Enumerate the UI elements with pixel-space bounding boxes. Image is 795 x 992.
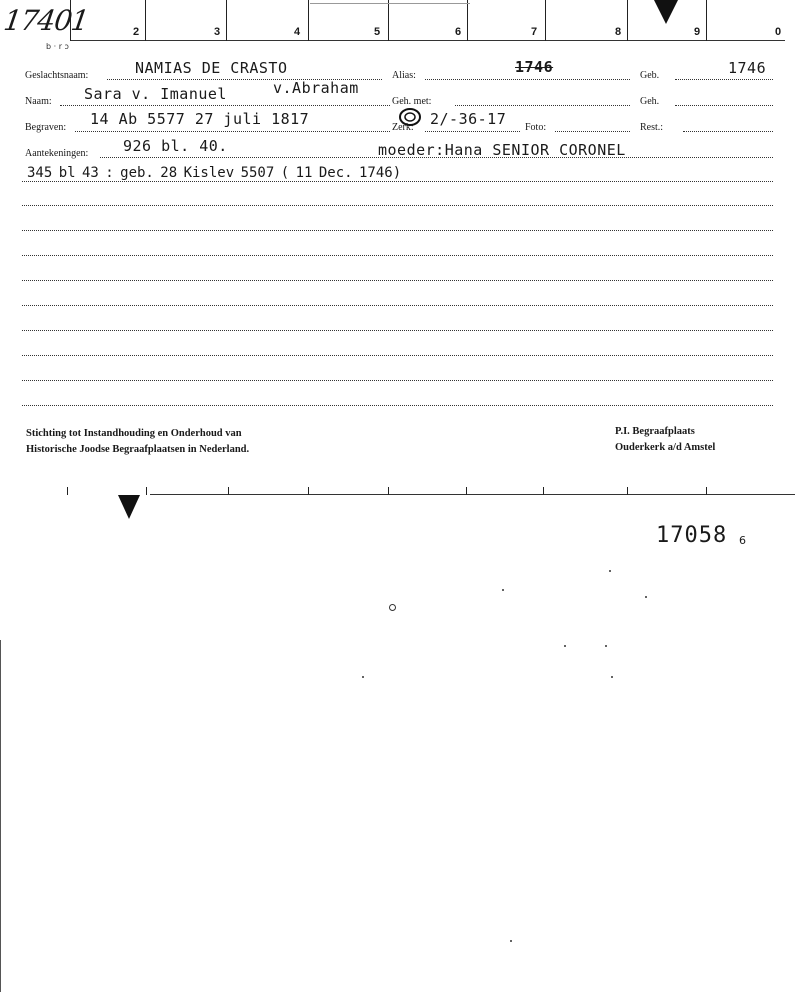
notch-marker-icon [650,0,682,26]
empty-dotted-line [22,205,773,206]
name-value: Sara v. Imanuel [84,85,227,103]
grave-circle-mark-icon [397,106,423,128]
scan-speck [564,645,566,647]
buried-value: 14 Ab 5577 27 juli 1817 [90,110,310,128]
photo-label: Foto: [525,122,547,133]
notes-label: Aantekeningen: [25,148,89,159]
notes-value-2: moeder:Hana SENIOR CORONEL [378,141,626,159]
scan-speck [510,940,512,942]
empty-dotted-line [22,405,773,406]
rest-label: Rest.: [640,122,664,133]
bottom-notch-marker-icon [116,495,142,521]
empty-dotted-line [22,355,773,356]
empty-dotted-line [22,330,773,331]
bottom-edge-tick [627,487,628,495]
scan-speck [611,676,613,678]
grave-value: 2/-36-17 [430,110,507,128]
strip-top-scratch [310,3,470,4]
name-label: Naam: [25,96,52,107]
scan-speck [605,645,607,647]
empty-dotted-line [22,305,773,306]
scan-speck [645,596,647,598]
strip-divider [388,0,389,41]
strip-divider [226,0,227,41]
born-label: Geb. [640,70,660,81]
column-number: 8 [615,26,622,38]
handwritten-marks: b · r ɔ [46,42,69,51]
bottom-edge-tick [67,487,68,495]
empty-dotted-line [22,380,773,381]
married-label: Geh. [640,96,660,107]
strip-divider [545,0,546,41]
column-number: 5 [374,26,381,38]
column-number: 3 [214,26,221,38]
column-number: 7 [531,26,538,38]
empty-dotted-line [22,255,773,256]
scan-speck [609,570,611,572]
card-number: 17401 [1,4,91,37]
bottom-edge-tick [466,487,467,495]
bottom-edge-tick [228,487,229,495]
strip-divider [145,0,146,41]
footer-location-line-2: Ouderkerk a/d Amstel [615,442,716,453]
alias-dotted-line [425,79,630,80]
bottom-edge-tick [146,487,147,495]
born-value: 1746 [728,59,767,77]
photo-dotted-line [555,131,630,132]
scan-speck [362,676,364,678]
buried-dotted-line [75,131,390,132]
married-to-label: Geh. met: [392,96,432,107]
notes-line-2-value: 345 bl 43 : geb. 28 Kislev 5507 ( 11 Dec. 1746) [27,165,402,181]
surname-value: NAMIAS DE CRASTO [135,59,288,77]
scan-speck [502,589,504,591]
stamp-number: 17058 [656,523,728,548]
strip-divider [467,0,468,41]
column-number: 0 [775,26,782,38]
married-dotted-line [675,105,773,106]
empty-dotted-line [22,280,773,281]
strip-divider [627,0,628,41]
alias-label: Alias: [392,70,416,81]
grave-label: Zerk: [392,122,414,133]
footer-organization-line-2: Historische Joodse Begraafplaatsen in Nederland. [26,444,250,455]
grave-dotted-line [425,131,520,132]
column-number: 6 [455,26,462,38]
column-number: 2 [133,26,140,38]
married-to-dotted-line [455,105,630,106]
surname-label: Geslachtsnaam: [25,70,89,81]
notes-line-2-dotted [22,181,773,182]
alias-struck-value: 1746 [515,58,554,76]
empty-dotted-line [22,230,773,231]
footer-location-line-1: P.I. Begraafplaats [615,426,695,437]
strip-bottom-line [70,40,785,41]
strip-divider [308,0,309,41]
bottom-edge-tick [543,487,544,495]
rest-dotted-line [683,131,773,132]
stamp-suffix: 6 [739,534,746,547]
strip-divider [706,0,707,41]
bottom-edge-tick [388,487,389,495]
buried-label: Begraven: [25,122,67,133]
bottom-edge-line [150,494,795,495]
column-number: 9 [694,26,701,38]
bottom-edge-tick [308,487,309,495]
scan-ring-mark [389,604,396,611]
notes-value-1: 926 bl. 40. [123,137,228,155]
father-value: v.Abraham [273,79,359,97]
bottom-edge-tick [706,487,707,495]
born-dotted-line [675,79,773,80]
name-dotted-line [60,105,390,106]
left-edge-line [0,640,1,992]
footer-organization-line-1: Stichting tot Instandhouding en Onderhoud van [26,428,242,439]
column-number: 4 [294,26,301,38]
